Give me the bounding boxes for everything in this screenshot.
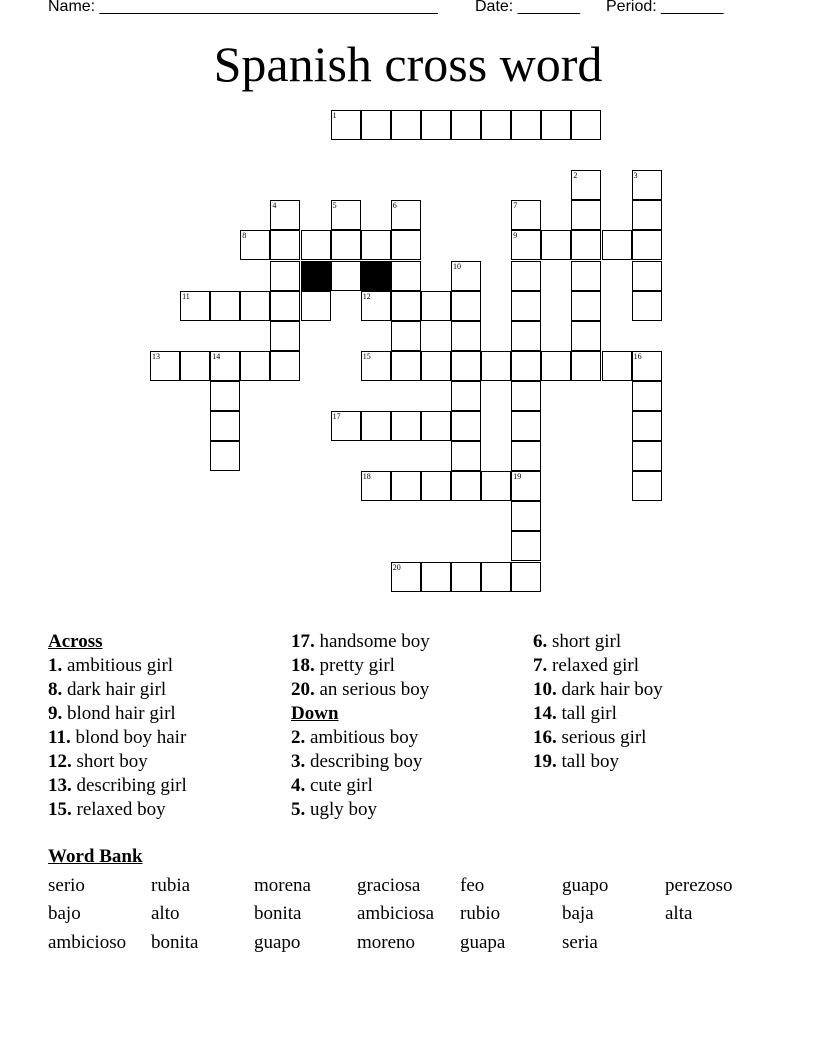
clue-item-number: 20.	[291, 679, 315, 700]
crossword-cell[interactable]	[451, 441, 481, 471]
word-bank-item: ambicioso	[48, 932, 127, 953]
clue-item	[48, 798, 187, 822]
clue-number: 17	[332, 412, 341, 421]
crossword-cell[interactable]	[511, 110, 541, 140]
date-field[interactable]: Date: _______	[475, 0, 580, 15]
crossword-cell[interactable]	[270, 351, 300, 381]
clue-item-text: tall girl	[556, 703, 617, 724]
clue-item	[48, 774, 187, 798]
clue-number: 7	[513, 201, 518, 211]
clue-item-number: 9.	[48, 703, 63, 724]
clue-item	[291, 678, 430, 702]
clue-item-text: dark hair girl	[62, 679, 167, 700]
crossword-cell[interactable]	[210, 441, 240, 471]
crossword-cell[interactable]	[451, 471, 481, 501]
clue-column	[291, 630, 430, 822]
crossword-cell[interactable]	[421, 471, 451, 501]
crossword-cell[interactable]	[571, 291, 601, 321]
crossword-cell[interactable]	[571, 230, 601, 260]
clue-item-text: an serious boy	[314, 679, 430, 700]
crossword-cell[interactable]	[331, 411, 361, 441]
crossword-cell[interactable]	[602, 230, 632, 260]
crossword-cell[interactable]	[571, 200, 601, 230]
clue-item-number: 12.	[48, 751, 72, 772]
crossword-cell[interactable]	[270, 200, 300, 230]
word-bank-item: ambiciosa	[357, 903, 435, 924]
clue-item-text: ambitious girl	[62, 655, 174, 676]
crossword-cell[interactable]	[481, 351, 511, 381]
clue-number: 5	[332, 201, 337, 211]
crossword-cell[interactable]	[632, 170, 662, 200]
clue-number: 16	[633, 351, 642, 361]
blocked-cell	[301, 261, 331, 291]
crossword-cell[interactable]	[270, 230, 300, 260]
clue-number: 8	[242, 231, 247, 241]
clue-heading: Down	[291, 703, 339, 724]
crossword-cell[interactable]	[511, 291, 541, 321]
crossword-cell[interactable]	[511, 562, 541, 592]
word-bank-item: bajo	[48, 903, 81, 924]
blocked-cell	[361, 261, 391, 291]
crossword-cell[interactable]	[451, 381, 481, 411]
crossword-cell[interactable]	[451, 321, 481, 351]
crossword-cell[interactable]	[511, 501, 541, 531]
clue-item	[533, 678, 663, 702]
crossword-cell[interactable]	[361, 471, 391, 501]
clue-heading: Across	[48, 631, 103, 652]
crossword-cell[interactable]	[571, 261, 601, 291]
clue-number: 14	[212, 351, 221, 361]
crossword-cell[interactable]	[451, 110, 481, 140]
crossword-cell[interactable]	[511, 351, 541, 381]
crossword-cell[interactable]	[361, 411, 391, 441]
clue-item-text: dark hair boy	[556, 679, 663, 700]
word-bank-item: perezoso	[665, 875, 733, 896]
crossword-cell[interactable]	[240, 230, 270, 260]
clue-item-text: blond boy hair	[70, 727, 187, 748]
crossword-cell[interactable]	[541, 230, 571, 260]
clue-item-text: blond hair girl	[62, 703, 176, 724]
crossword-cell[interactable]	[391, 411, 421, 441]
crossword-cell[interactable]	[632, 411, 662, 441]
crossword-cell[interactable]	[210, 381, 240, 411]
crossword-cell[interactable]	[571, 321, 601, 351]
crossword-cell[interactable]	[391, 261, 421, 291]
crossword-cell[interactable]	[180, 291, 210, 321]
student-info-header	[0, 0, 816, 20]
word-bank-item: morena	[254, 875, 311, 896]
clue-number: 1	[332, 111, 337, 120]
crossword-cell[interactable]	[602, 351, 632, 381]
clue-number: 12	[362, 291, 371, 301]
word-bank-item: serio	[48, 875, 85, 896]
clue-number: 2	[573, 171, 578, 181]
clue-item	[533, 750, 663, 774]
crossword-cell[interactable]	[391, 291, 421, 321]
crossword-cell[interactable]	[391, 110, 421, 140]
crossword-cell[interactable]	[361, 110, 391, 140]
crossword-cell[interactable]	[150, 351, 180, 381]
crossword-cell[interactable]	[451, 261, 481, 291]
crossword-cell[interactable]	[511, 471, 541, 501]
clue-item	[533, 630, 663, 654]
crossword-cell[interactable]	[421, 291, 451, 321]
clue-item-text: cute girl	[305, 775, 373, 796]
clue-item-text: ugly boy	[305, 799, 378, 820]
crossword-cell[interactable]	[481, 110, 511, 140]
crossword-cell[interactable]	[511, 411, 541, 441]
crossword-cell[interactable]	[632, 291, 662, 321]
clue-item-text: describing girl	[71, 775, 187, 796]
word-bank-item: guapa	[460, 932, 506, 953]
clue-item	[48, 702, 187, 726]
word-bank-item: bonita	[151, 932, 199, 953]
clue-item-text: describing boy	[305, 751, 423, 772]
crossword-cell[interactable]	[511, 531, 541, 561]
clue-item	[48, 726, 187, 750]
clue-number: 10	[453, 261, 461, 271]
crossword-cell[interactable]	[391, 351, 421, 381]
crossword-cell[interactable]	[270, 261, 300, 291]
crossword-cell[interactable]	[481, 471, 511, 501]
clue-item-text: relaxed girl	[547, 655, 640, 676]
word-bank-item: alta	[665, 903, 693, 924]
clue-item	[533, 702, 663, 726]
crossword-cell[interactable]	[391, 562, 421, 592]
clue-item-number: 4.	[291, 775, 306, 796]
clue-number: 18	[362, 472, 371, 482]
clue-item	[48, 750, 187, 774]
word-bank-item: alto	[151, 903, 180, 924]
clue-item-number: 10.	[533, 679, 557, 700]
crossword-cell[interactable]	[361, 351, 391, 381]
crossword-cell[interactable]	[571, 110, 601, 140]
clue-item-number: 14.	[533, 703, 557, 724]
crossword-cell[interactable]	[511, 261, 541, 291]
page-title: Spanish cross word	[213, 36, 603, 92]
clue-number: 20	[392, 562, 401, 572]
crossword-cell[interactable]	[632, 200, 662, 230]
clue-number: 13	[152, 351, 160, 361]
crossword-cell[interactable]	[180, 351, 210, 381]
crossword-cell[interactable]	[511, 200, 541, 230]
clue-item-number: 2.	[291, 727, 306, 748]
clue-item-number: 15.	[48, 799, 72, 820]
clue-item-number: 18.	[291, 655, 315, 676]
crossword-cell[interactable]	[301, 230, 331, 260]
crossword-cell[interactable]	[421, 562, 451, 592]
period-field[interactable]: Period: _______	[606, 0, 724, 15]
crossword-cell[interactable]	[210, 351, 240, 381]
clue-item-number: 3.	[291, 751, 306, 772]
crossword-cell[interactable]	[240, 351, 270, 381]
crossword-cell[interactable]	[421, 110, 451, 140]
word-bank-item: feo	[460, 875, 485, 896]
crossword-cell[interactable]	[391, 471, 421, 501]
clue-column	[48, 630, 187, 822]
clue-item-number: 19.	[533, 751, 557, 772]
crossword-cell[interactable]	[331, 261, 361, 291]
word-bank-item: guapo	[562, 875, 609, 896]
crossword-cell[interactable]	[481, 562, 511, 592]
word-bank-title: Word Bank	[48, 846, 143, 867]
crossword-cell[interactable]	[270, 291, 300, 321]
crossword-cell[interactable]	[632, 441, 662, 471]
clue-item-text: short boy	[71, 751, 148, 772]
clue-number: 4	[272, 201, 277, 211]
word-bank-item: guapo	[254, 932, 301, 953]
crossword-cell[interactable]	[361, 291, 391, 321]
crossword-cell[interactable]	[451, 291, 481, 321]
crossword-cell[interactable]	[421, 411, 451, 441]
clue-item	[48, 678, 187, 702]
clue-number: 3	[633, 171, 638, 181]
clue-item	[291, 726, 430, 750]
word-bank-item: moreno	[357, 932, 416, 953]
crossword-cell[interactable]	[632, 230, 662, 260]
crossword-cell[interactable]	[451, 562, 481, 592]
clue-item-text: tall boy	[556, 751, 620, 772]
crossword-cell[interactable]	[270, 321, 300, 351]
word-bank-item: baja	[562, 903, 594, 924]
crossword-cell[interactable]	[571, 351, 601, 381]
crossword-cell[interactable]	[632, 261, 662, 291]
crossword-cell[interactable]	[451, 351, 481, 381]
crossword-cell[interactable]	[632, 471, 662, 501]
crossword-cell[interactable]	[632, 351, 662, 381]
clue-item-number: 7.	[533, 655, 548, 676]
crossword-cell[interactable]	[571, 170, 601, 200]
crossword-cell[interactable]	[391, 321, 421, 351]
crossword-cell[interactable]	[511, 230, 541, 260]
clue-item	[533, 726, 663, 750]
crossword-cell[interactable]	[240, 291, 270, 321]
clue-item-text: handsome boy	[314, 631, 430, 652]
crossword-cell[interactable]	[301, 291, 331, 321]
clue-item-text: short girl	[547, 631, 622, 652]
word-bank-item: rubio	[460, 903, 501, 924]
crossword-cell[interactable]	[331, 200, 361, 230]
crossword-cell[interactable]	[632, 381, 662, 411]
crossword-cell[interactable]	[361, 230, 391, 260]
crossword-cell[interactable]	[451, 411, 481, 441]
clue-item-number: 8.	[48, 679, 63, 700]
clue-item-text: serious girl	[556, 727, 647, 748]
clue-item-number: 17.	[291, 631, 315, 652]
word-bank-item: seria	[562, 932, 598, 953]
clue-item-number: 5.	[291, 799, 306, 820]
clue-item	[533, 654, 663, 678]
clue-item	[48, 654, 187, 678]
name-field[interactable]: Name: ______________________________________	[48, 0, 438, 15]
crossword-cell[interactable]	[331, 230, 361, 260]
crossword-cell[interactable]	[511, 441, 541, 471]
clue-item	[291, 630, 430, 654]
clue-item-number: 16.	[533, 727, 557, 748]
clue-item-number: 6.	[533, 631, 548, 652]
clue-item-text: ambitious boy	[305, 727, 419, 748]
word-bank-item: rubia	[151, 875, 191, 896]
clue-item-text: relaxed boy	[71, 799, 166, 820]
crossword-cell[interactable]	[331, 110, 361, 140]
clue-item-number: 1.	[48, 655, 63, 676]
crossword-cell[interactable]	[210, 291, 240, 321]
clue-item	[291, 774, 430, 798]
crossword-cell[interactable]	[210, 411, 240, 441]
clue-number: 11	[182, 291, 190, 301]
crossword-cell[interactable]	[391, 230, 421, 260]
clue-item-number: 11.	[48, 727, 71, 748]
clue-column	[533, 630, 663, 774]
clue-item-text: pretty girl	[314, 655, 395, 676]
crossword-cell[interactable]	[511, 321, 541, 351]
clue-item	[291, 750, 430, 774]
crossword-cell[interactable]	[541, 351, 571, 381]
crossword-cell[interactable]	[421, 351, 451, 381]
crossword-cell[interactable]	[541, 110, 571, 140]
clue-number: 19	[513, 472, 522, 482]
crossword-cell[interactable]	[391, 200, 421, 230]
word-bank-item: graciosa	[357, 875, 421, 896]
clue-item	[291, 798, 430, 822]
clue-number: 15	[362, 351, 371, 361]
word-bank-item: bonita	[254, 903, 302, 924]
crossword-cell[interactable]	[511, 381, 541, 411]
clue-number: 9	[513, 231, 518, 241]
clue-item	[291, 654, 430, 678]
clue-item-number: 13.	[48, 775, 72, 796]
clue-number: 6	[392, 201, 397, 211]
